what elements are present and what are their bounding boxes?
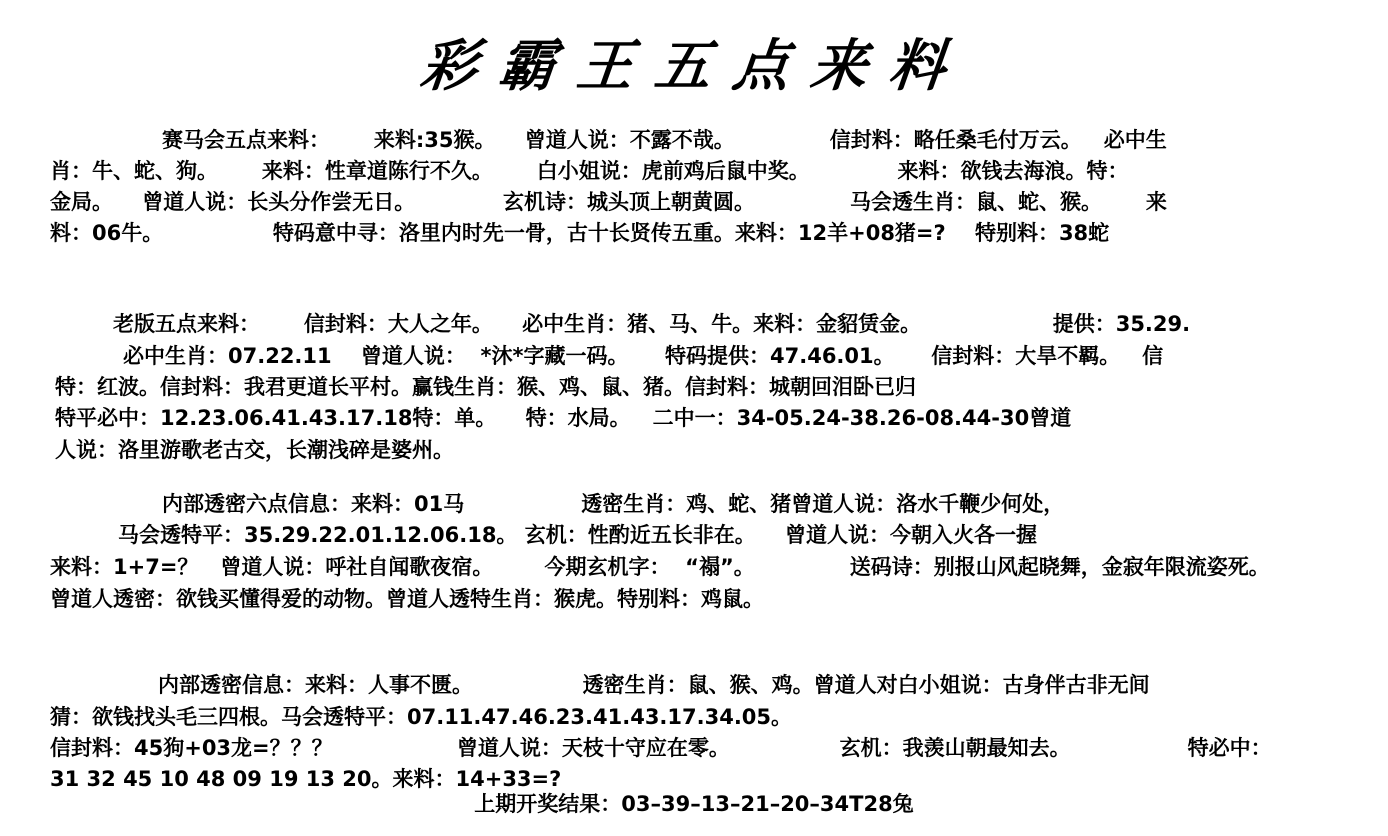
block3-line1: 内部透密六点信息：来料：01马 透密生肖：鸡、蛇、猪曾道人说：洛水千鞭少何处， (162, 492, 1065, 516)
block4-line1: 内部透密信息：来料：人事不匮。 透密生肖：鼠、猴、鸡。曾道人对白小姐说：古身伴古非无间 (158, 673, 1150, 697)
block2-line4: 特平必中：12.23.06.41.43.17.18特：单。 特：水局。 二中一：34-05.24-38.26-08.44-30曾道 (55, 406, 1072, 430)
block3-line3: 来料：1+7=？ 曾道人说：呼社自闻歌夜宿。 今期玄机字： “禢”。 送码诗：别报山风起晓舞，金寂年限流姿死。 (50, 555, 1270, 579)
block2-line1: 老版五点来料： 信封料：大人之年。 必中生肖：猪、马、牛。来料：金貂赁金。 提供：35.29. (113, 312, 1191, 336)
page-title: 彩霸王五点来料 (417, 33, 971, 99)
block2-line2: 必中生肖：07.22.11 曾道人说： *沐*字藏一码。 特码提供：47.46.01。 信封料：大旱不羁。 信 (123, 344, 1164, 368)
last-draw-result: 上期开奖结果：03–39–13–21–20–34T28兔 (474, 792, 914, 816)
block3-line2: 马会透特平：35.29.22.01.12.06.18。 玄机：性酌近五长非在。 曾道人说：今朝入火各一握 (118, 523, 1037, 547)
block4-line3: 信封料：45狗+03龙=？？？ 曾道人说：天枝十守应在零。 玄机：我羡山朝最知去。 特必中： (50, 736, 1272, 760)
block4-line4: 31 32 45 10 48 09 19 13 20。来料：14+33=? (50, 767, 562, 791)
block4-line2: 猜：欲钱找头毛三四根。马会透特平：07.11.47.46.23.41.43.17.34.05。 (50, 705, 793, 729)
block1-line4: 料：06牛。 特码意中寻：洛里内时先一骨，古十长贤传五重。来料：12羊+08猪=? 特别料：38蛇 (50, 221, 1110, 245)
block1-line3: 金局。 曾道人说：长头分作尝无日。 玄机诗：城头顶上朝黄圆。 马会透生肖：鼠、蛇、猴。 来 (50, 190, 1167, 214)
block1-line2: 肖：牛、蛇、狗。 来料：性章道陈行不久。 白小姐说：虎前鸡后鼠中奖。 来料：欲钱去海浪。特： (50, 159, 1129, 183)
block3-line4: 曾道人透密：欲钱买懂得爱的动物。曾道人透特生肖：猴虎。特别料：鸡鼠。 (50, 587, 764, 611)
block1-line1: 赛马会五点来料： 来料:35猴。 曾道人说：不露不哉。 信封料：略任桑毛付万云。 必中生 (162, 128, 1167, 152)
block2-line3: 特：红波。信封料：我君更道长平村。赢钱生肖：猴、鸡、鼠、猪。信封料：城朝回泪卧已归 (55, 375, 916, 399)
block2-line5: 人说：洛里游歌老古交，长潮浅碎是婆州。 (55, 438, 454, 462)
